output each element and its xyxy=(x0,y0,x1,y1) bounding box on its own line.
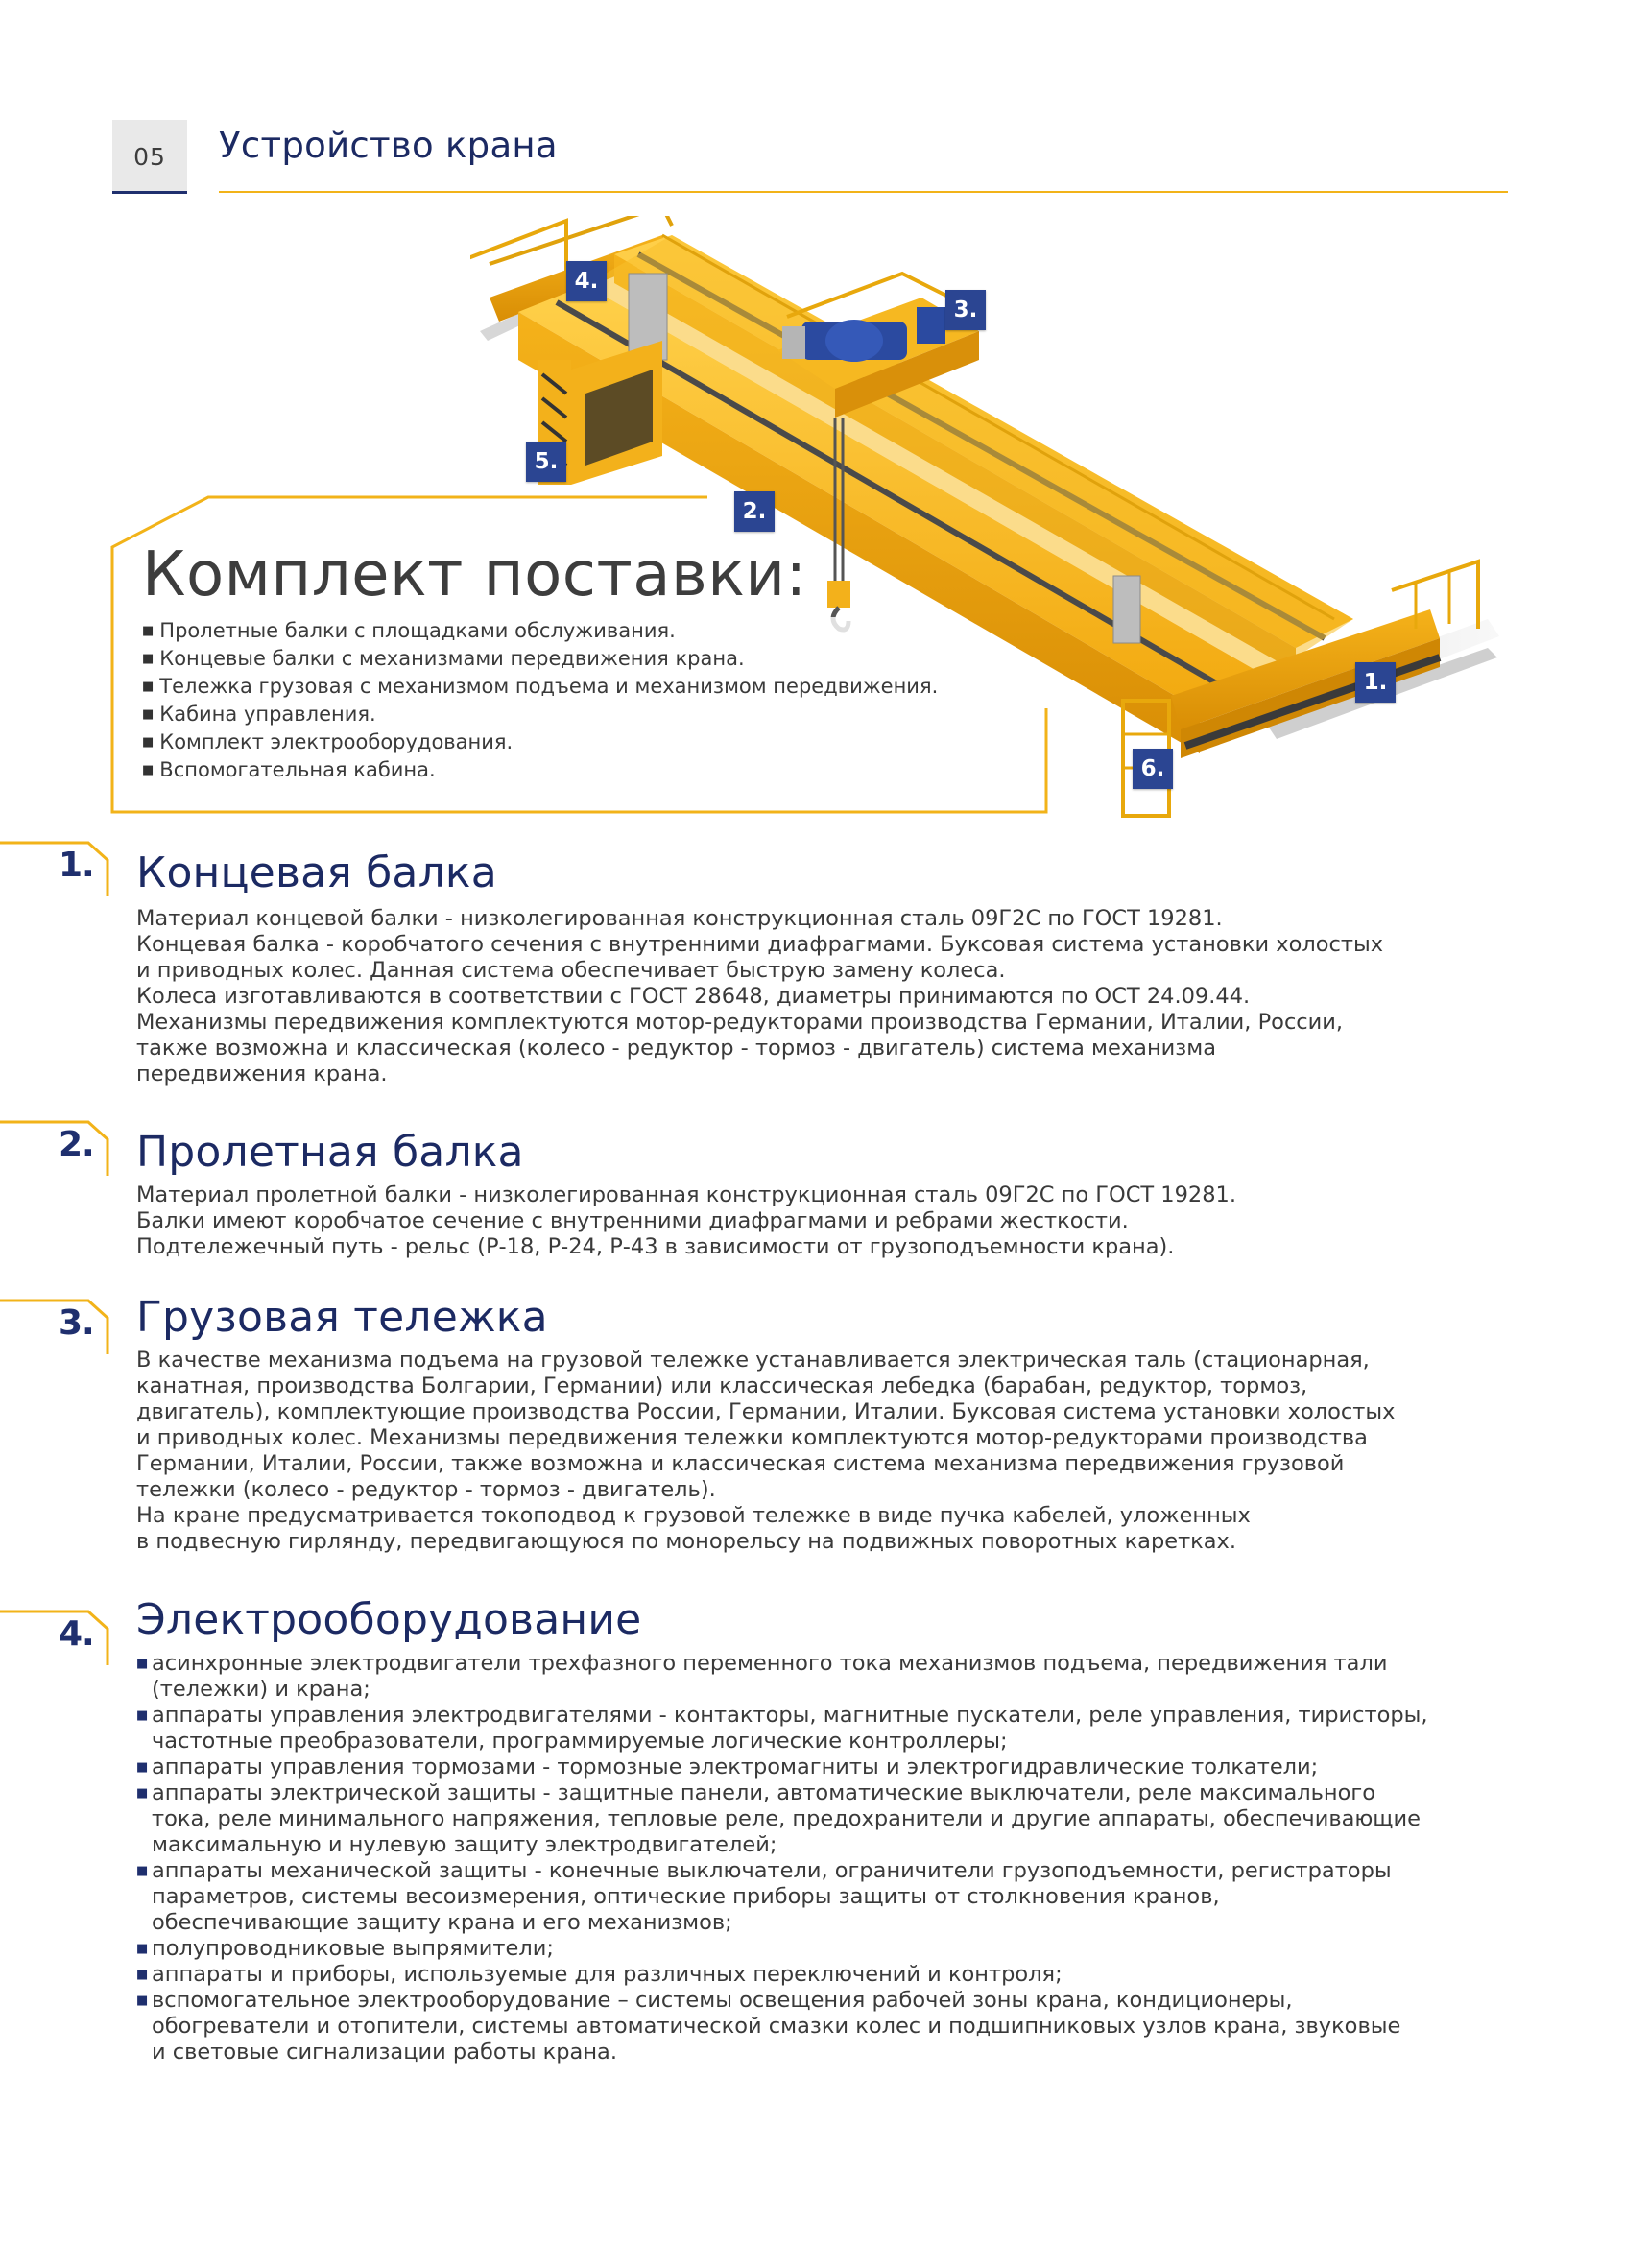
section-number-marker xyxy=(0,1299,110,1356)
callout-2: 2. xyxy=(734,491,775,532)
kit-list xyxy=(142,617,942,784)
kit-item: ■ Тележка грузовая с механизмом подъема и механизмом передвижения. xyxy=(142,673,942,701)
section-body xyxy=(136,1651,1528,2065)
callout-1: 1. xyxy=(1355,662,1396,703)
list-item: ■ полупроводниковые выпрямители; xyxy=(136,1936,554,1961)
kit-item: ■ Концевые балки с механизмами передвижения крана. xyxy=(142,645,942,673)
list-item: ■ аппараты и приборы, используемые для различных переключений и контроля; xyxy=(136,1962,1063,1987)
kit-item: ■ Комплект электрооборудования. xyxy=(142,728,942,756)
callout-4: 4. xyxy=(566,261,607,301)
kit-item: ■ Пролетные балки с площадками обслуживания. xyxy=(142,617,942,645)
section-title: Концевая балка xyxy=(136,848,497,897)
list-item: ■ аппараты управления электродвигателями - контакторы, магнитные пускатели, реле управления, тиристоры, частотные преобразователи, программируемые логические контроллеры; xyxy=(136,1703,1428,1754)
kit-title: Комплект поставки: xyxy=(142,539,813,610)
section-title: Электрооборудование xyxy=(136,1595,642,1644)
header-rule xyxy=(219,191,1508,193)
kit-item: ■ Вспомогательная кабина. xyxy=(142,756,942,784)
callout-3: 3. xyxy=(945,290,986,330)
callout-5: 5. xyxy=(526,442,566,482)
section-body: Материал концевой балки - низколегированная конструкционная сталь 09Г2С по ГОСТ 19281. Концевая балка - коробчатого сечения с внутренними диафрагмами. Буксовая система установки холостых и приводных колес. Данная система обеспечивает быструю замену колеса. Колеса изготавливаются в соответствии с ГОСТ 28648, диаметры принимаются по ОСТ 24.09.44. Механизмы передвижения комплектуются мотор-редукторами производства Германии, Италии, России, также возможна и классическая (колесо - редуктор - тормоз - двигатель) система механизма передвижения крана. xyxy=(136,906,1384,1086)
list-item: ■ аппараты электрической защиты - защитные панели, автоматические выключатели, реле максимального тока, реле минимального напряжения, тепловые реле, предохранители и другие аппараты, обеспечивающие максимальную и нулевую защиту электродвигателей; xyxy=(136,1780,1421,1857)
section-title: Грузовая тележка xyxy=(136,1293,548,1342)
page-number-rule xyxy=(112,191,187,194)
section-number: 4. xyxy=(59,1614,94,1654)
section-body: Материал пролетной балки - низколегированная конструкционная сталь 09Г2С по ГОСТ 19281. Балки имеют коробчатое сечение с внутренними диафрагмами и ребрами жесткости. Подтележечный путь - рельс (Р-18, Р-24, Р-43 в зависимости от грузоподъемности крана). xyxy=(136,1182,1237,1259)
list-item: ■ вспомогательное электрооборудование – системы освещения рабочей зоны крана, кондиционеры, обогреватели и отопители, системы автоматической смазки колес и подшипниковых узлов крана, звуковые и световые сигнализации работы крана. xyxy=(136,1988,1401,2065)
section-title: Пролетная балка xyxy=(136,1128,524,1177)
kit-item: ■ Кабина управления. xyxy=(142,701,942,728)
section-number: 1. xyxy=(59,846,94,885)
callout-6: 6. xyxy=(1133,749,1173,789)
page-number: 05 xyxy=(112,120,187,193)
list-item: ■ асинхронные электродвигатели трехфазного переменного тока механизмов подъема, передвижения тали (тележки) и крана; xyxy=(136,1651,1388,1702)
list-item: ■ аппараты управления тормозами - тормозные электромагниты и электрогидравлические толкатели; xyxy=(136,1755,1319,1779)
section-body: В качестве механизма подъема на грузовой тележке устанавливается электрическая таль (стационарная, канатная, производства Болгарии, Германии) или классическая лебедка (барабан, редуктор, тормоз, двигатель), комплектующие производства России, Германии, Италии. Буксовая система установки холостых и приводных колес. Механизмы передвижения тележки комплектуются мотор-редукторами производства Германии, Италии, России, также возможна и классическая система механизма передвижения грузовой тележки (колесо - редуктор - тормоз - двигатель). На кране предусматривается токоподвод к грузовой тележке в виде пучка кабелей, уложенных в подвесную гирлянду, передвигающуюся по монорельсу на подвижных поворотных каретках. xyxy=(136,1348,1396,1554)
section-number-marker xyxy=(0,1610,110,1667)
equipment-list xyxy=(136,1651,1528,2065)
list-item: ■ аппараты механической защиты - конечные выключатели, ограничители грузоподъемности, регистраторы параметров, системы весоизмерения, оптические приборы защиты от столкновения кранов, обеспечивающие защиту крана и его механизмов; xyxy=(136,1858,1392,1935)
page-title: Устройство крана xyxy=(219,125,558,166)
section-number-marker xyxy=(0,841,110,898)
section-number-marker xyxy=(0,1120,110,1178)
section-number: 2. xyxy=(59,1125,94,1164)
section-number: 3. xyxy=(59,1303,94,1343)
